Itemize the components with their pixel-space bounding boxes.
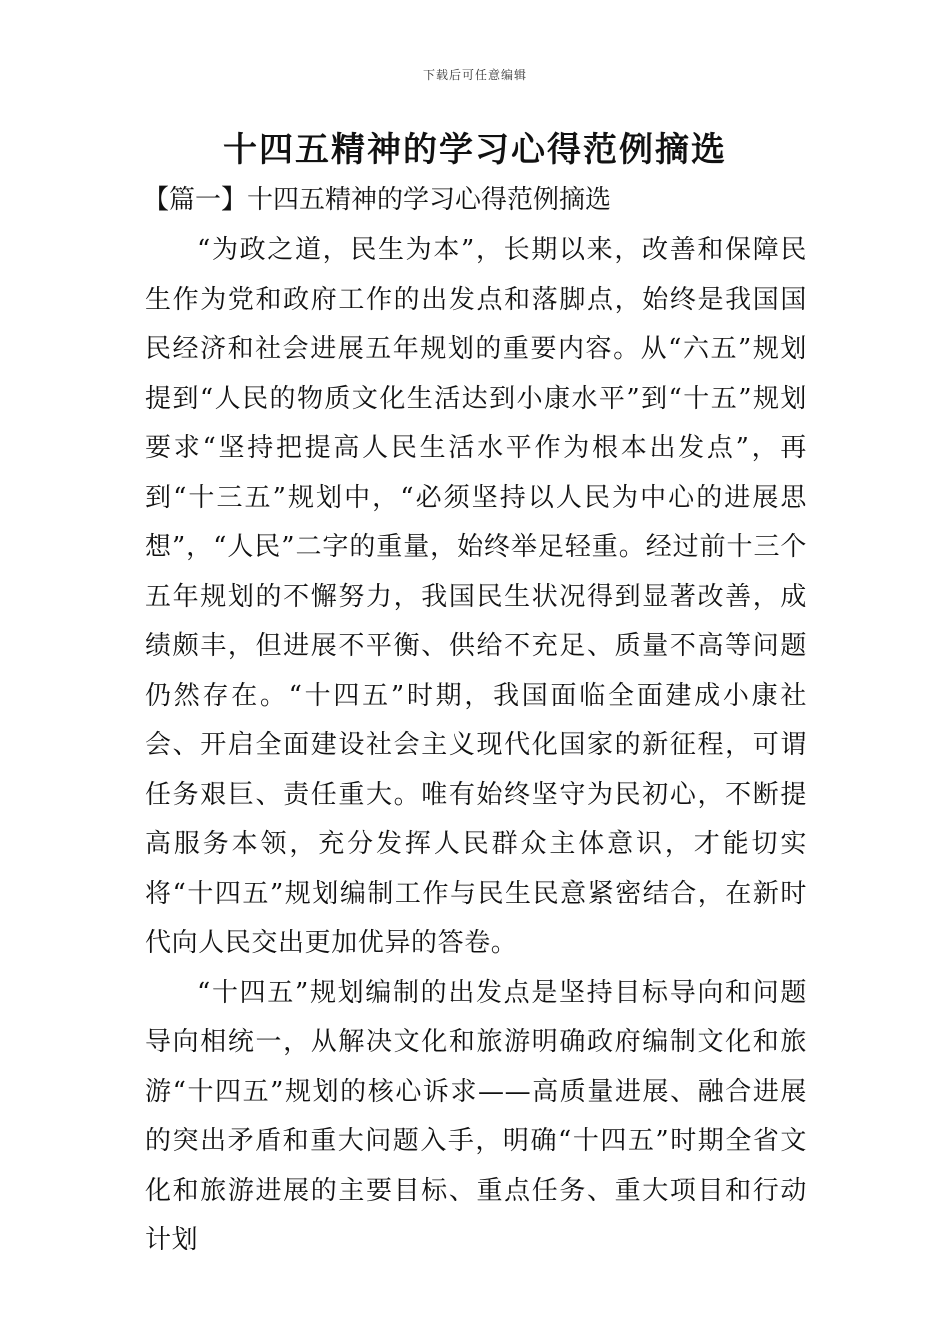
page-header-note: 下载后可任意编辑 (422, 68, 527, 82)
document-body (145, 178, 807, 1266)
section-heading: 【篇一】十四五精神的学习心得范例摘选 (143, 185, 612, 215)
paragraph-2: “十四五”规划编制的出发点是坚持目标导向和问题导向相统一，从解决文化和旅游明确政府编制文化和旅游“十四五”规划的核心诉求——高质量进展、融合进展的突出矛盾和重大问题入手，明确“十四五”时期全省文化和旅游进展的主要目标、重点任务、重大项目和行动计划 (145, 977, 807, 1255)
document-title: 十四五精神的学习心得范例摘选 (223, 130, 727, 170)
paragraph-1: “为政之道，民生为本”，长期以来，改善和保障民生作为党和政府工作的出发点和落脚点，始终是我国国民经济和社会进展五年规划的重要内容。从“六五”规划提到“人民的物质文化生活达到小康水平”到“十五”规划要求“坚持把提高人民生活水平作为根本出发点”，再到“十三五”规划中，“必须坚持以人民为中心的进展思想”，“人民”二字的重量，始终举足轻重。经过前十三个五年规划的不懈努力，我国民生状况得到显著改善，成绩颇丰，但进展不平衡、供给不充足、质量不高等问题仍然存在。“十四五”时期，我国面临全面建成小康社会、开启全面建设社会主义现代化国家的新征程，可谓任务艰巨、责任重大。唯有始终坚守为民初心，不断提高服务本领，充分发挥人民群众主体意识，才能切实将“十四五”规划编制工作与民生民意紧密结合，在新时代向人民交出更加优异的答卷。 (145, 235, 808, 958)
